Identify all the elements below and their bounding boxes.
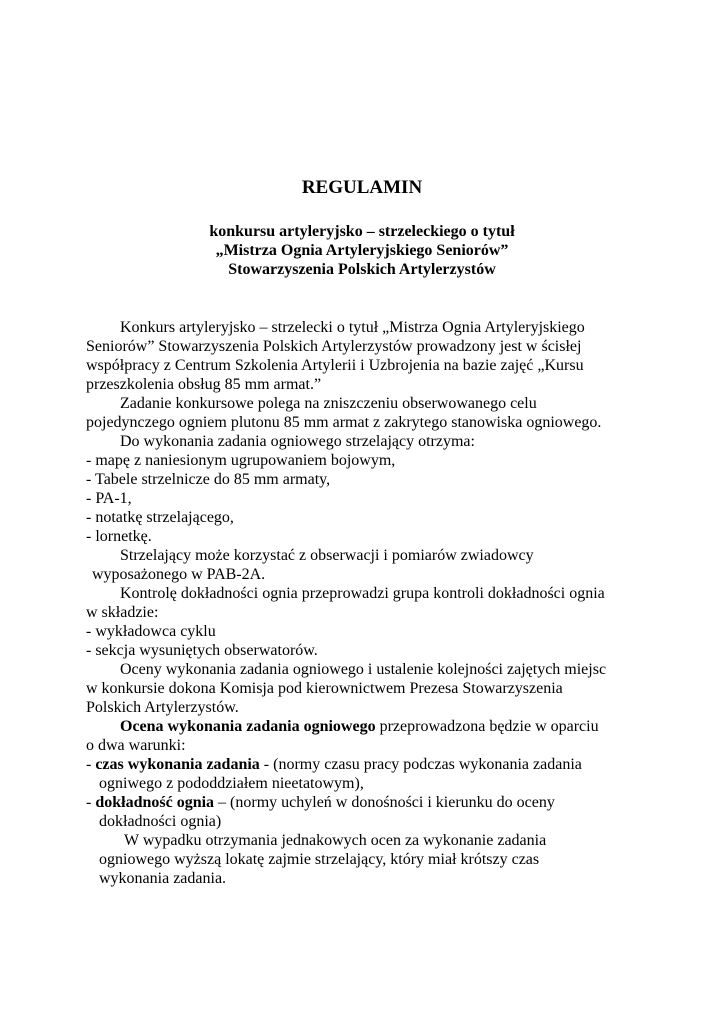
list-dash: - <box>86 756 96 773</box>
body-line: pojedynczego ogniem plutonu 85 mm armat z zakrytego stanowiska ogniowego. <box>86 414 602 431</box>
body-text: – (normy uchyleń w donośności i kierunku do oceny <box>214 794 555 811</box>
body-line: Strzelający może korzystać z obserwacji i pomiarów zwiadowcy <box>120 547 534 564</box>
body-line: wyposażonego w PAB-2A. <box>92 566 266 583</box>
list-item: - wykładowca cyklu <box>86 623 216 640</box>
body-text: - (normy czasu pracy podczas wykonania zadania <box>259 756 582 773</box>
document-subtitle <box>0 222 724 279</box>
body-line: Kontrolę dokładności ognia przeprowadzi grupa kontroli dokładności ognia <box>120 585 605 602</box>
list-item: - notatkę strzelającego, <box>86 509 234 526</box>
body-line: współpracy z Centrum Szkolenia Artylerii i Uzbrojenia na bazie zajęć „Kursu <box>86 357 584 374</box>
body-line: Oceny wykonania zadania ogniowego i ustalenie kolejności zajętych miejsc <box>120 661 607 678</box>
body-line <box>86 717 686 736</box>
body-line: Do wykonania zadania ogniowego strzelający otrzyma: <box>120 433 475 450</box>
body-line: w składzie: <box>86 604 159 621</box>
document-body <box>86 318 686 888</box>
subtitle-line-3: Stowarzyszenia Polskich Artylerzystów <box>228 261 496 278</box>
body-line: o dwa warunki: <box>86 737 186 754</box>
body-line: Konkurs artyleryjsko – strzelecki o tytuł „Mistrza Ognia Artyleryjskiego <box>120 319 585 336</box>
list-item <box>86 793 686 812</box>
list-item <box>86 755 686 774</box>
list-item: - lornetkę. <box>86 528 152 545</box>
body-line: ogniowego wyższą lokatę zajmie strzelający, który miał krótszy czas <box>99 851 540 868</box>
list-item: - PA-1, <box>86 490 132 507</box>
body-line: wykonania zadania. <box>99 870 227 887</box>
list-item: - mapę z naniesionym ugrupowaniem bojowym, <box>86 452 396 469</box>
subtitle-line-2: „Mistrza Ognia Artyleryjskiego Seniorów” <box>215 242 509 259</box>
body-line: ogniwego z pododdziałem nieetatowym), <box>99 775 364 792</box>
subtitle-line-1: konkursu artyleryjsko – strzeleckiego o tytuł <box>209 223 515 240</box>
body-line: W wypadku otrzymania jednakowych ocen za wykonanie zadania <box>124 832 547 849</box>
bold-phrase: Ocena wykonania zadania ogniowego <box>120 718 376 735</box>
body-line: dokładności ognia) <box>99 813 222 830</box>
bold-phrase: czas wykonania zadania <box>95 756 260 773</box>
list-item: - Tabele strzelnicze do 85 mm armaty, <box>86 471 331 488</box>
body-line: Polskich Artylerzystów. <box>86 699 239 716</box>
document-title: REGULAMIN <box>301 177 423 198</box>
body-line: Zadanie konkursowe polega na zniszczeniu obserwowanego celu <box>120 395 537 412</box>
body-line: w konkursie dokona Komisja pod kierownictwem Prezesa Stowarzyszenia <box>86 680 563 697</box>
bold-phrase: dokładność ognia <box>95 794 215 811</box>
body-text: przeprowadzona będzie w oparciu <box>375 718 599 735</box>
list-dash: - <box>86 794 96 811</box>
body-line: przeszkolenia obsług 85 mm armat.” <box>86 376 322 393</box>
list-item: - sekcja wysuniętych obserwatorów. <box>86 642 318 659</box>
body-line: Seniorów” Stowarzyszenia Polskich Artylerzystów prowadzony jest w ścisłej <box>86 338 582 355</box>
